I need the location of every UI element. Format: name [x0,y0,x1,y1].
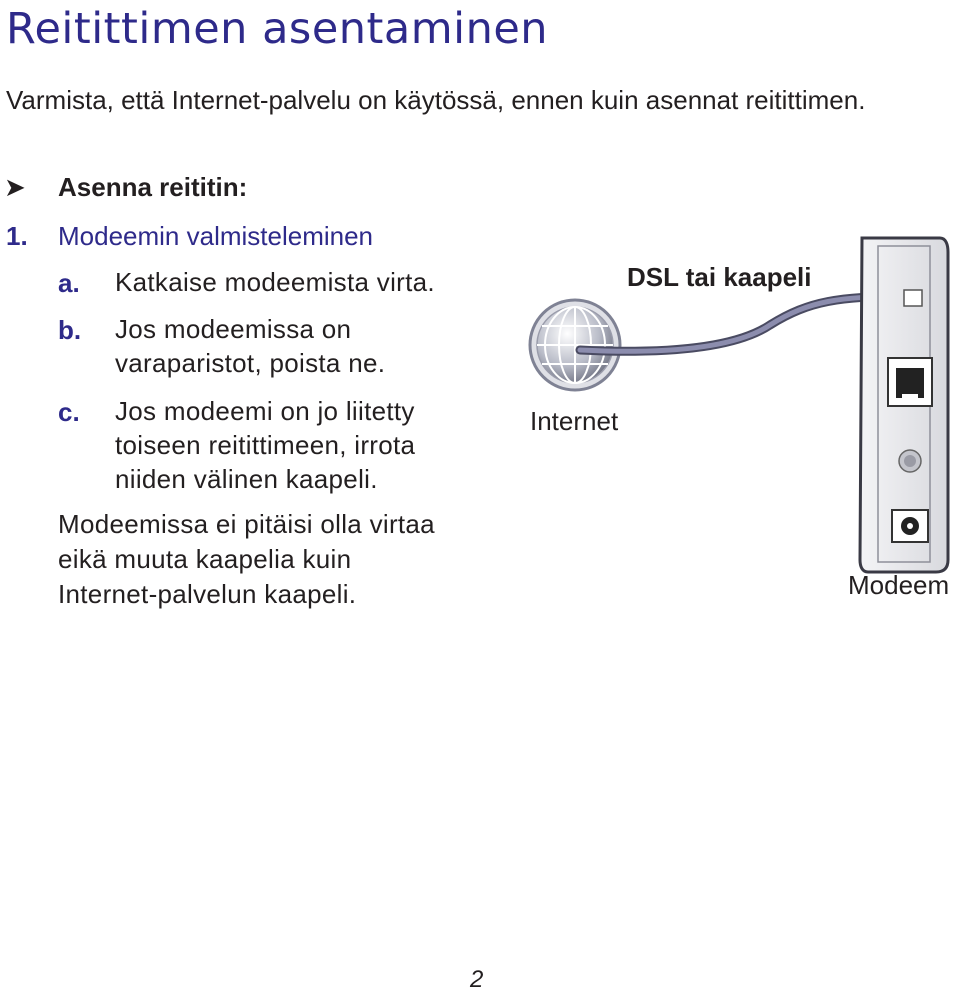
substep-letter-a: a. [58,268,80,298]
globe-icon [530,300,620,390]
modem-label: Modeem [848,570,950,600]
step-title: Modeemin valmisteleminen [58,221,374,251]
substep-c-line: Jos modeemi on jo liitetty [115,396,415,426]
step-number: 1. [6,221,28,251]
cable-label: DSL tai kaapeli [627,262,812,292]
page-title: Reitittimen asentaminen [6,4,549,54]
step-heading: Asenna reititin: [58,172,248,202]
dsl-port-icon [904,290,922,306]
page-number: 2 [470,966,484,993]
note-line: Modeemissa ei pitäisi olla virtaa [58,509,435,539]
intro-text: Varmista, että Internet-palvelu on käytössä, ennen kuin asennat reitittimen. [6,85,866,115]
substep-letter-b: b. [58,315,82,345]
substep-letter-c: c. [58,397,80,427]
cable [580,296,905,351]
reset-button-icon [899,450,921,472]
note-line: eikä muuta kaapelia kuin [58,544,352,574]
modem-device [860,238,948,572]
note-line: Internet-palvelun kaapeli. [58,579,357,609]
substep-b-line: Jos modeemissa on [115,314,352,344]
substep-c-line: niiden välinen kaapeli. [115,464,378,494]
power-port-icon [892,510,928,542]
substep-a-text: Katkaise modeemista virta. [115,267,435,297]
arrow-bullet-icon: ➤ [4,172,26,202]
ethernet-port-icon [888,358,932,406]
substep-b-line: varaparistot, poista ne. [115,348,386,378]
substep-c-line: toiseen reitittimeen, irrota [115,430,416,460]
internet-label: Internet [530,406,619,436]
